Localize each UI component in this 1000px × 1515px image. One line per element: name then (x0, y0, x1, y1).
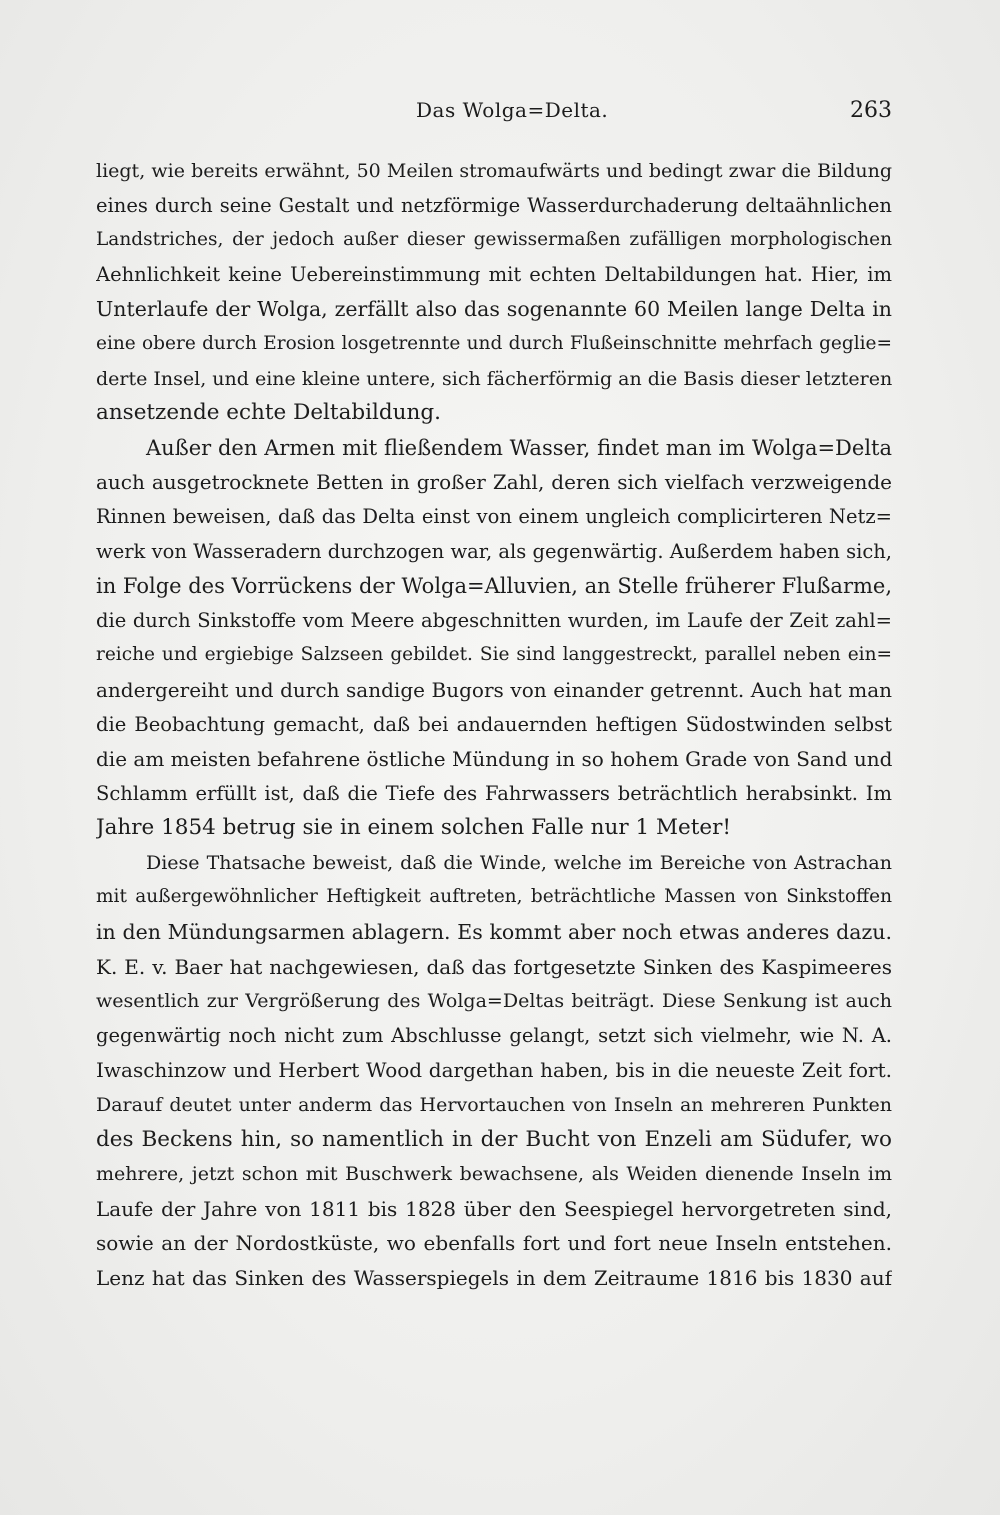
body-text (96, 154, 892, 1296)
text-line: in den Mündungsarmen ablagern. Es kommt aber noch etwas anderes dazu. (96, 920, 892, 945)
text-line: die Beobachtung gemacht, daß bei andauernden heftigen Südostwinden selbst (96, 712, 892, 736)
text-line: in Folge des Vorrückens der Wolga=Alluvien, an Stelle früherer Flußarme, (96, 574, 892, 599)
text-line: eine obere durch Erosion losgetrennte und durch Flußeinschnitte mehrfach geglie= (96, 332, 892, 354)
text-line: K. E. v. Baer hat nachgewiesen, daß das fortgesetzte Sinken des Kaspimeeres (96, 954, 892, 979)
text-line: gegenwärtig noch nicht zum Abschlusse gelangt, setzt sich vielmehr, wie N. A. (96, 1023, 892, 1047)
text-line: Aehnlichkeit keine Uebereinstimmung mit echten Deltabildungen hat. Hier, im (96, 262, 892, 286)
text-line: Jahre 1854 betrug sie in einem solchen Falle nur 1 Meter! (96, 815, 732, 841)
text-line: des Beckens hin, so namentlich in der Bucht von Enzeli am Südufer, wo (96, 1126, 892, 1152)
text-line: Schlamm erfüllt ist, daß die Tiefe des Fahrwassers beträchtlich herabsinkt. Im (96, 781, 892, 805)
text-line: reiche und ergiebige Salzseen gebildet. Sie sind langgestreckt, parallel neben ein= (96, 644, 892, 666)
text-line: andergereiht und durch sandige Bugors von einander getrennt. Auch hat man (96, 677, 892, 702)
text-line: mehrere, jetzt schon mit Buschwerk bewachsene, als Weiden dienende Inseln im (96, 1163, 892, 1186)
text-line: ansetzende echte Deltabildung. (96, 400, 441, 426)
text-line: liegt, wie bereits erwähnt, 50 Meilen stromaufwärts und bedingt zwar die Bildung (96, 160, 892, 182)
text-line: Laufe der Jahre von 1811 bis 1828 über den Seespiegel hervorgetreten sind, (96, 1196, 892, 1221)
text-line: Diese Thatsache beweist, daß die Winde, welche im Bereiche von Astrachan (146, 851, 892, 874)
text-line: die am meisten befahrene östliche Mündung in so hohem Grade von Sand und (96, 747, 892, 772)
text-line: auch ausgetrocknete Betten in großer Zahl, deren sich vielfach verzweigende (96, 470, 892, 495)
text-line: Unterlaufe der Wolga, zerfällt also das sogenannte 60 Meilen lange Delta in (96, 297, 892, 322)
text-line: Iwaschinzow und Herbert Wood dargethan haben, bis in die neueste Zeit fort. (96, 1058, 892, 1083)
text-line: mit außergewöhnlicher Heftigkeit auftreten, beträchtliche Massen von Sinkstoffen (96, 886, 892, 908)
text-line: Darauf deutet unter anderm das Hervortauchen von Inseln an mehreren Punkten (96, 1094, 892, 1117)
text-line: Rinnen beweisen, daß das Delta einst von einem ungleich complicirteren Netz= (96, 504, 892, 528)
text-line: Außer den Armen mit fließendem Wasser, findet man im Wolga=Delta (146, 435, 892, 460)
text-line: werk von Wasseradern durchzogen war, als gegenwärtig. Außerdem haben sich, (96, 539, 892, 563)
page-number: 263 (850, 98, 892, 123)
page-header (96, 98, 892, 132)
text-line: die durch Sinkstoffe vom Meere abgeschnitten wurden, im Laufe der Zeit zahl= (96, 608, 892, 632)
text-line: Landstriches, der jedoch außer dieser gewissermaßen zufälligen morphologischen (96, 229, 892, 251)
text-line: derte Insel, und eine kleine untere, sich fächerförmig an die Basis dieser letzteren (96, 367, 892, 390)
text-line: sowie an der Nordostküste, wo ebenfalls fort und fort neue Inseln entstehen. (96, 1231, 892, 1256)
text-line: eines durch seine Gestalt und netzförmige Wasserdurchaderung deltaähnlichen (96, 193, 892, 217)
text-line: wesentlich zur Vergrößerung des Wolga=Deltas beiträgt. Diese Senkung ist auch (96, 990, 892, 1013)
text-line: Lenz hat das Sinken des Wasserspiegels in dem Zeitraume 1816 bis 1830 auf (96, 1266, 892, 1290)
running-title: Das Wolga=Delta. (416, 98, 609, 122)
